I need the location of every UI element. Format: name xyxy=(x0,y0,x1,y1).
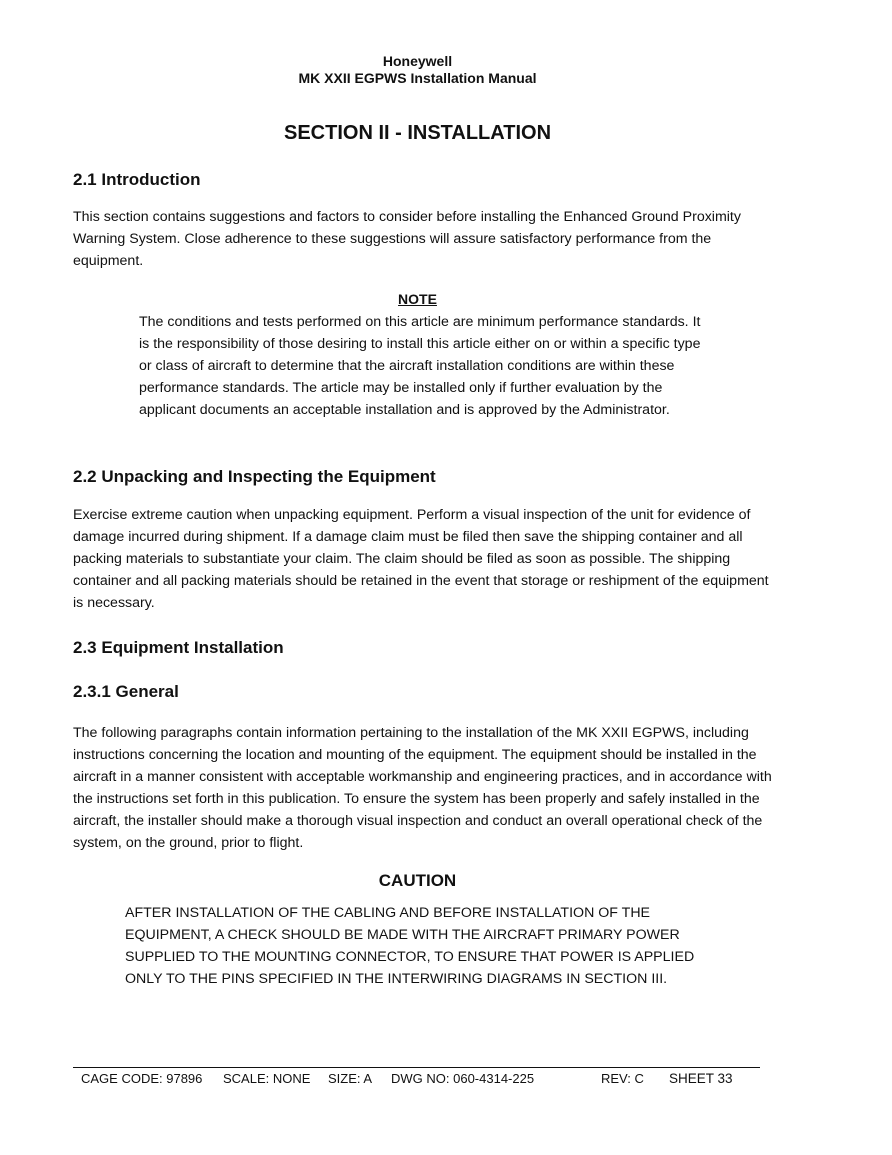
note-body: The conditions and tests performed on this article are minimum performance standards. It is the responsibility of those desiring to install this article either on or within a specific type or class of aircraft to determine that the aircraft installation conditions are within these performance standards. The article may be installed only if further evaluation by the applicant documents an acceptable installation and is approved by the Administrator. xyxy=(139,314,701,418)
general-paragraph: The following paragraphs contain information pertaining to the installation of the MK XXII EGPWS, including instructions concerning the location and mounting of the equipment. The equipment should be installed in the aircraft in a manner consistent with acceptable workmanship and engineering practices, and in accordance with the instructions set forth in this publication. To ensure the system has been properly and safely installed in the aircraft, the installer should make a thorough visual inspection and conduct an overall operational check of the system, on the ground, prior to flight. xyxy=(73,725,772,851)
footer-scale: SCALE: NONE xyxy=(223,1071,311,1086)
footer-cage-code: CAGE CODE: 97896 xyxy=(81,1071,203,1086)
introduction-paragraph: This section contains suggestions and factors to consider before installing the Enhanced Ground Proximity Warning System. Close adherence to these suggestions will assure satisfactory performance from the equipment. xyxy=(73,209,741,269)
header-manual-title: MK XXII EGPWS Installation Manual xyxy=(298,70,537,86)
heading-general: 2.3.1 General xyxy=(73,682,179,701)
footer-size: SIZE: A xyxy=(328,1071,373,1086)
footer-sheet-number: SHEET 33 xyxy=(669,1071,733,1086)
section-title: SECTION II - INSTALLATION xyxy=(283,122,552,144)
heading-unpacking: 2.2 Unpacking and Inspecting the Equipment xyxy=(73,467,436,486)
heading-equipment-installation: 2.3 Equipment Installation xyxy=(73,638,284,657)
unpacking-paragraph: Exercise extreme caution when unpacking equipment. Perform a visual inspection of the unit for evidence of damage incurred during shipment. If a damage claim must be filed then save the shipping container and all packing materials to substantiate your claim. The claim should be filed as soon as possible. The shipping container and all packing materials should be retained in the event that storage or reshipment of the equipment is necessary. xyxy=(73,507,769,611)
heading-introduction: 2.1 Introduction xyxy=(73,170,201,189)
note-label: NOTE xyxy=(398,291,437,307)
header-company: Honeywell xyxy=(382,53,453,69)
footer-drawing-number: DWG NO: 060-4314-225 xyxy=(391,1071,535,1086)
footer-title-block xyxy=(73,1071,760,1091)
caution-body: AFTER INSTALLATION OF THE CABLING AND BEFORE INSTALLATION OF THE EQUIPMENT, A CHECK SHOULD BE MADE WITH THE AIRCRAFT PRIMARY POWER SUPPLIED TO THE MOUNTING CONNECTOR, TO ENSURE THAT POWER IS APPLIED ONLY TO THE PINS SPECIFIED IN THE INTERWIRING DIAGRAMS IN SECTION III. xyxy=(125,905,695,987)
footer-divider xyxy=(73,1067,760,1068)
caution-label: CAUTION xyxy=(378,871,457,890)
footer-revision: REV: C xyxy=(601,1071,644,1086)
